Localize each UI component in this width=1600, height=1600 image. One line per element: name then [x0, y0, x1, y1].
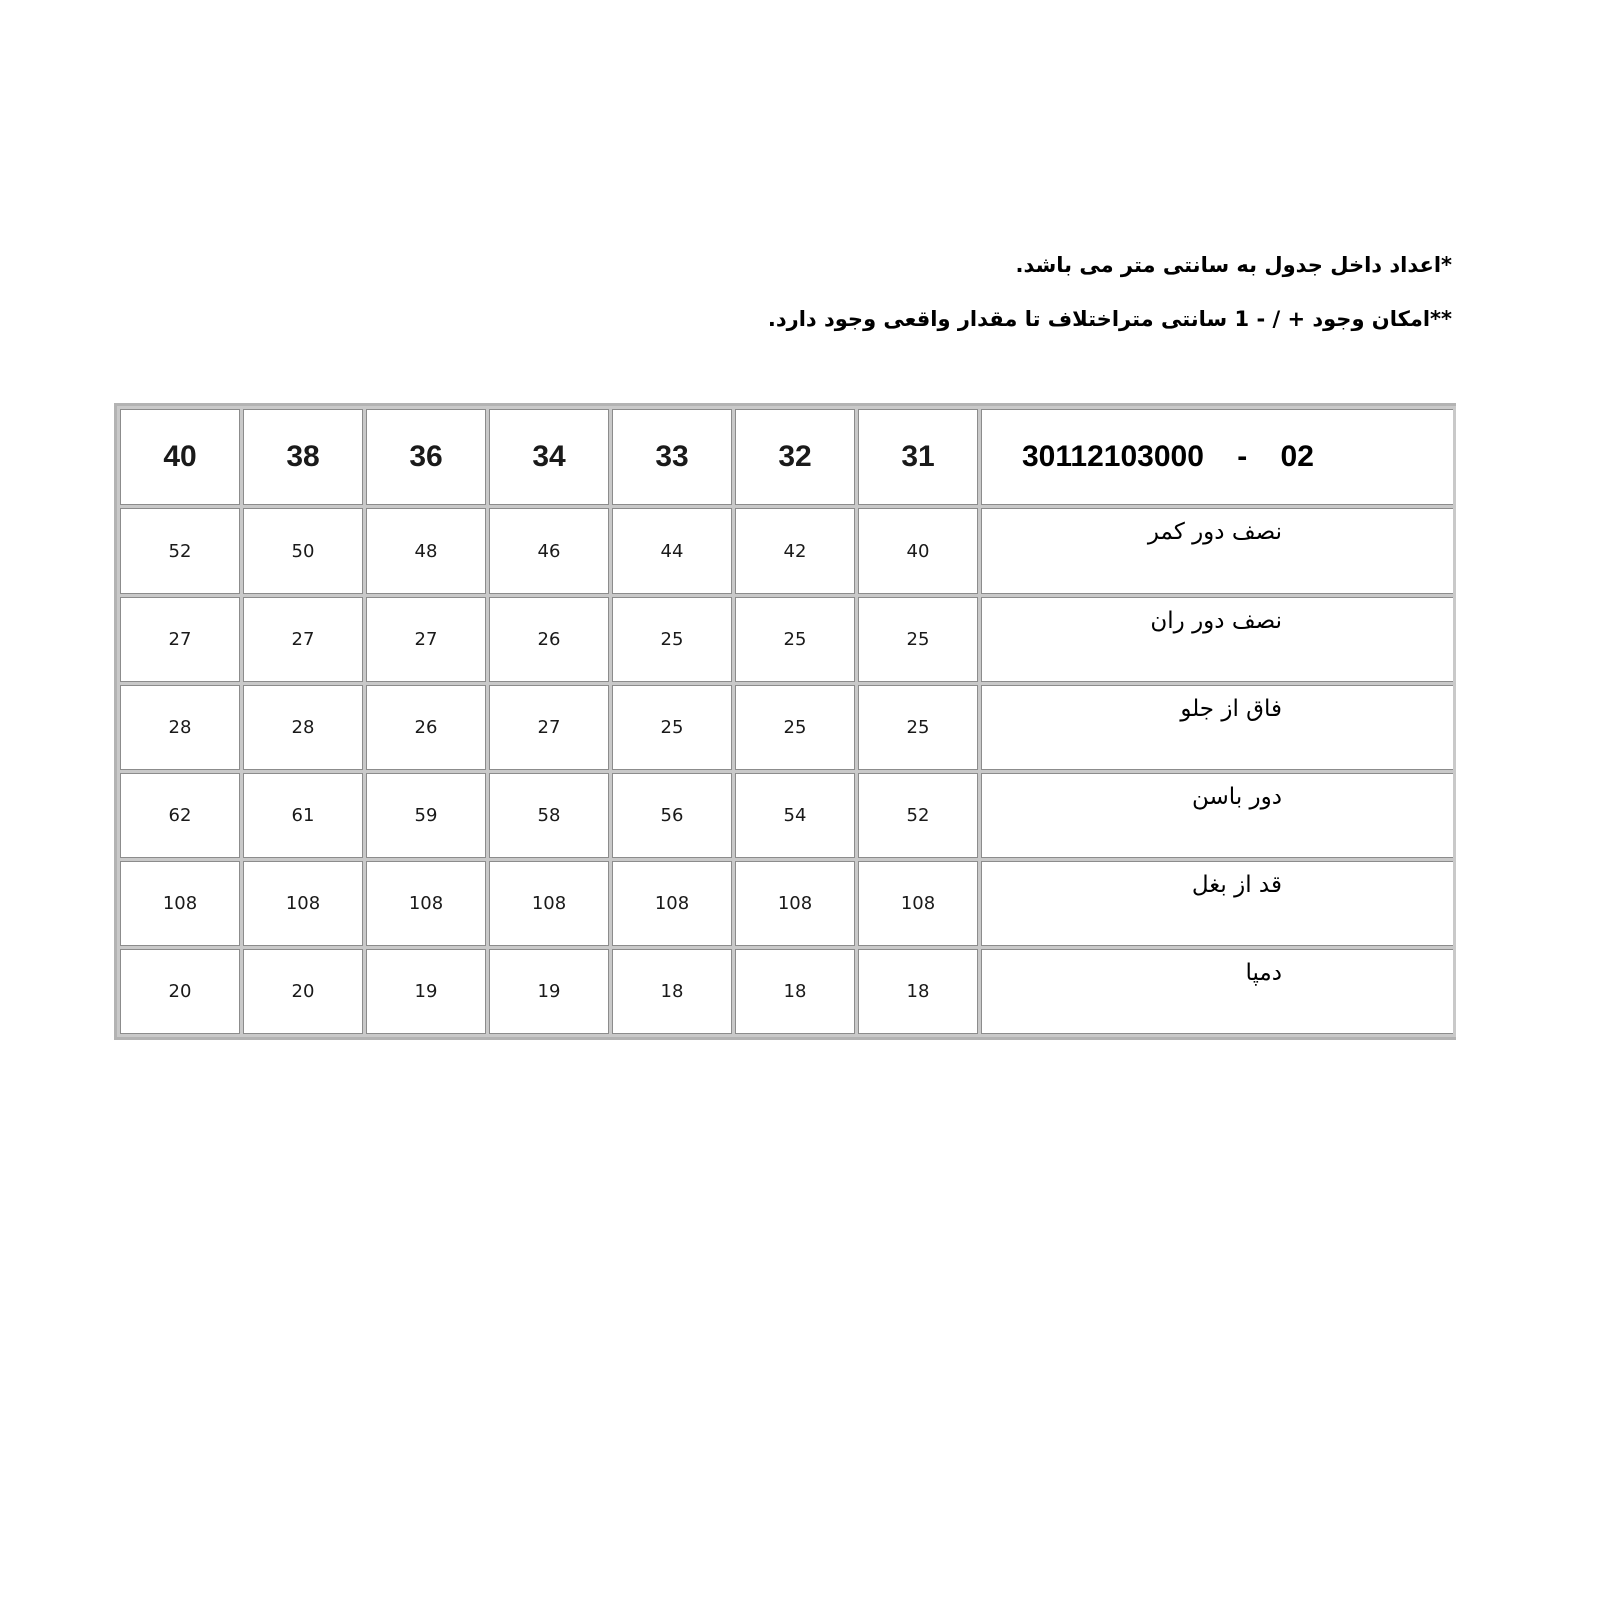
table-cell: 48 — [366, 508, 486, 594]
size-header: 31 — [858, 409, 978, 505]
table-cell: 25 — [858, 685, 978, 770]
table-cell: 108 — [612, 861, 732, 946]
table-cell: 50 — [243, 508, 363, 594]
table-cell: 108 — [858, 861, 978, 946]
table-cell: 19 — [489, 949, 609, 1034]
table-cell: 108 — [735, 861, 855, 946]
table-cell: 52 — [858, 773, 978, 858]
table-cell: 25 — [612, 597, 732, 682]
row-label: قد از بغل — [981, 861, 1453, 946]
note-units: *اعداد داخل جدول به سانتی متر می باشد. — [1015, 253, 1452, 277]
table-cell: 56 — [612, 773, 732, 858]
table-cell: 54 — [735, 773, 855, 858]
table-cell: 26 — [489, 597, 609, 682]
note-tolerance: **امکان وجود + / - 1 سانتی متراختلاف تا مقدار واقعی وجود دارد. — [767, 307, 1452, 331]
row-label: دمپا — [981, 949, 1453, 1034]
table-cell: 20 — [243, 949, 363, 1034]
table-cell: 25 — [858, 597, 978, 682]
row-label: فاق از جلو — [981, 685, 1453, 770]
table-cell: 25 — [735, 685, 855, 770]
table-row — [120, 597, 1453, 682]
table-cell: 26 — [366, 685, 486, 770]
table-cell: 108 — [489, 861, 609, 946]
table-cell: 18 — [735, 949, 855, 1034]
row-label: نصف دور کمر — [981, 508, 1453, 594]
table-cell: 25 — [612, 685, 732, 770]
table-row — [120, 861, 1453, 946]
table-cell: 18 — [612, 949, 732, 1034]
size-header: 32 — [735, 409, 855, 505]
model-code: 30112103000 - 02 — [981, 409, 1453, 505]
table-cell: 52 — [120, 508, 240, 594]
table-cell: 18 — [858, 949, 978, 1034]
size-header: 33 — [612, 409, 732, 505]
table-cell: 27 — [366, 597, 486, 682]
size-header: 40 — [120, 409, 240, 505]
table-cell: 108 — [243, 861, 363, 946]
table-row — [120, 685, 1453, 770]
table-cell: 28 — [243, 685, 363, 770]
table-cell: 61 — [243, 773, 363, 858]
table-cell: 62 — [120, 773, 240, 858]
row-label: دور باسن — [981, 773, 1453, 858]
size-header: 38 — [243, 409, 363, 505]
table-cell: 44 — [612, 508, 732, 594]
table-row — [120, 773, 1453, 858]
size-header: 34 — [489, 409, 609, 505]
table-cell: 58 — [489, 773, 609, 858]
size-header: 36 — [366, 409, 486, 505]
table-cell: 108 — [120, 861, 240, 946]
table-cell: 42 — [735, 508, 855, 594]
table-row — [120, 949, 1453, 1034]
table-cell: 19 — [366, 949, 486, 1034]
size-chart-table — [114, 403, 1456, 1040]
table-row — [120, 508, 1453, 594]
table-cell: 59 — [366, 773, 486, 858]
table-cell: 20 — [120, 949, 240, 1034]
table-cell: 27 — [120, 597, 240, 682]
table-cell: 28 — [120, 685, 240, 770]
table-cell: 40 — [858, 508, 978, 594]
table-notes — [632, 238, 1452, 346]
table-cell: 25 — [735, 597, 855, 682]
table-header-row — [120, 409, 1453, 505]
table-cell: 27 — [489, 685, 609, 770]
table-cell: 27 — [243, 597, 363, 682]
row-label: نصف دور ران — [981, 597, 1453, 682]
table-cell: 108 — [366, 861, 486, 946]
table-cell: 46 — [489, 508, 609, 594]
